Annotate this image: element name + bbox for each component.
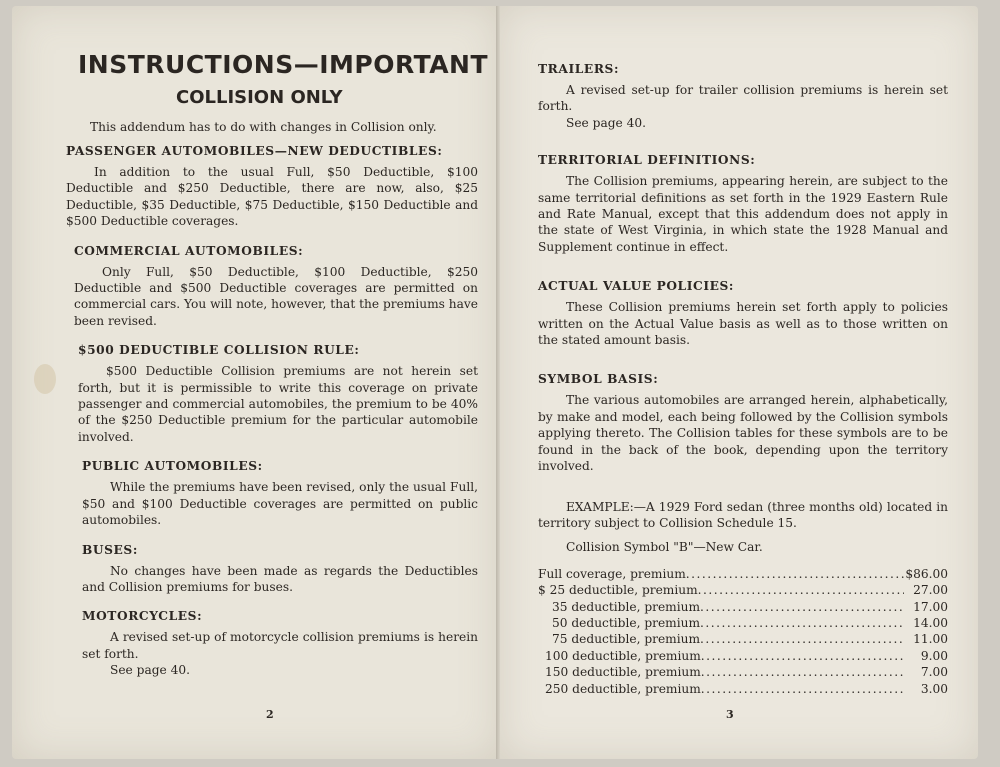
section-body-commercial: Only Full, $50 Deductible, $100 Deductible, $250 Deductible and $500 Deductible coverages are permitted on commercial cars. You will note, however, that the premiums have been revised. bbox=[74, 264, 478, 328]
right-page bbox=[500, 6, 978, 759]
section-body-public: While the premiums have been revised, only the usual Full, $50 and $100 Deductible coverages are permitted on public automobiles. bbox=[82, 480, 478, 528]
rate-table bbox=[538, 566, 948, 697]
leader-dots bbox=[700, 631, 904, 647]
section-heading-symbol-basis: SYMBOL BASIS: bbox=[538, 372, 659, 387]
section-body-passenger: In addition to the usual Full, $50 Deductible, $100 Deductible and $250 Deductible, there are now, also, $25 Deductible, $35 Deductible, $75 Deductible, $150 Deductible and $500 Deductible coverages. bbox=[66, 165, 478, 229]
rate-value: 11.00 bbox=[913, 632, 948, 647]
rate-label: 35 deductible, premium bbox=[552, 599, 701, 614]
section-body-trailers: A revised set-up for trailer collision premiums is herein set forth. bbox=[538, 83, 948, 114]
rate-row bbox=[538, 664, 948, 680]
section-heading-commercial: COMMERCIAL AUTOMOBILES: bbox=[74, 243, 304, 258]
rate-value: 3.00 bbox=[920, 681, 948, 696]
rate-row bbox=[538, 582, 948, 598]
leader-dots bbox=[701, 681, 904, 697]
leader-dots bbox=[701, 664, 904, 680]
section-note-motorcycles: See page 40. bbox=[110, 663, 190, 678]
leader-dots bbox=[701, 648, 904, 664]
rate-label: 150 deductible, premium bbox=[545, 665, 701, 680]
left-page bbox=[12, 6, 500, 759]
section-body-buses: No changes have been made as regards the Deductibles and Collision premiums for buses. bbox=[82, 563, 478, 594]
section-body-actual-value: These Collision premiums herein set forth apply to policies written on the Actual Value basis as well as to those written on the stated amount basis. bbox=[538, 300, 948, 348]
rate-label: 250 deductible, premium bbox=[545, 681, 701, 696]
rate-label: 100 deductible, premium bbox=[545, 648, 701, 663]
section-body-motorcycles: A revised set-up of motorcycle collision premiums is herein set forth. bbox=[82, 630, 478, 661]
example-text: EXAMPLE:—A 1929 Ford sedan (three months old) located in territory subject to Collision Schedule 15. bbox=[538, 499, 948, 530]
section-heading-buses: BUSES: bbox=[82, 542, 138, 557]
rate-row bbox=[538, 599, 948, 615]
section-body-territorial: The Collision premiums, appearing herein, are subject to the same territorial definitions as set forth in the 1929 Eastern Rule and Rate Manual, except that this addendum does not apply in the state of West Virginia, in which state the 1928 Manual and Supplement continue in effect. bbox=[538, 174, 948, 254]
section-heading-motorcycles: MOTORCYCLES: bbox=[82, 609, 203, 624]
rate-label: 75 deductible, premium bbox=[552, 632, 701, 647]
rate-value: 9.00 bbox=[920, 648, 948, 663]
rate-value: $86.00 bbox=[905, 566, 948, 581]
left-page-content bbox=[12, 6, 500, 759]
rate-value: 14.00 bbox=[913, 615, 948, 630]
section-heading-trailers: TRAILERS: bbox=[538, 62, 620, 76]
rate-row bbox=[538, 631, 948, 647]
section-body-500-rule: $500 Deductible Collision premiums are not herein set forth, but it is permissible to write this coverage on private passenger and commercial automobiles, the premium to be 40% of the $250 Deductible premium for the particular automobile involved. bbox=[78, 364, 478, 444]
rate-row bbox=[538, 566, 948, 582]
rate-row bbox=[538, 648, 948, 664]
rate-label: $ 25 deductible, premium bbox=[538, 583, 698, 598]
rate-value: 17.00 bbox=[913, 599, 948, 614]
leader-dots bbox=[700, 599, 904, 615]
leader-dots bbox=[686, 566, 904, 582]
rate-label: 50 deductible, premium bbox=[552, 615, 701, 630]
section-heading-territorial: TERRITORIAL DEFINITIONS: bbox=[538, 153, 756, 168]
page-title: INSTRUCTIONS—IMPORTANT bbox=[78, 50, 489, 79]
leader-dots bbox=[698, 582, 904, 598]
rate-value: 7.00 bbox=[920, 665, 948, 680]
section-heading-public: PUBLIC AUTOMOBILES: bbox=[82, 459, 263, 474]
page-subtitle: COLLISION ONLY bbox=[176, 87, 343, 108]
rate-value: 27.00 bbox=[913, 583, 948, 598]
section-heading-passenger: PASSENGER AUTOMOBILES—NEW DEDUCTIBLES: bbox=[66, 144, 443, 158]
rate-label: Full coverage, premium bbox=[538, 566, 686, 581]
section-heading-actual-value: ACTUAL VALUE POLICIES: bbox=[538, 279, 735, 294]
section-heading-500-rule: $500 DEDUCTIBLE COLLISION RULE: bbox=[78, 343, 360, 358]
rate-row bbox=[538, 615, 948, 631]
leader-dots bbox=[700, 615, 904, 631]
right-page-content bbox=[500, 6, 978, 759]
page-number: 2 bbox=[266, 708, 274, 721]
section-note-trailers: See page 40. bbox=[566, 115, 646, 130]
rate-row bbox=[538, 681, 948, 697]
section-body-symbol-basis: The various automobiles are arranged herein, alphabetically, by make and model, each being followed by the Collision symbols applying thereto. The Collision tables for these symbols are to be found in the back of the book, depending upon the territory involved. bbox=[538, 393, 948, 474]
intro-text: This addendum has to do with changes in Collision only. bbox=[90, 120, 437, 134]
page-number: 3 bbox=[726, 708, 734, 721]
symbol-line: Collision Symbol "B"—New Car. bbox=[566, 540, 763, 555]
